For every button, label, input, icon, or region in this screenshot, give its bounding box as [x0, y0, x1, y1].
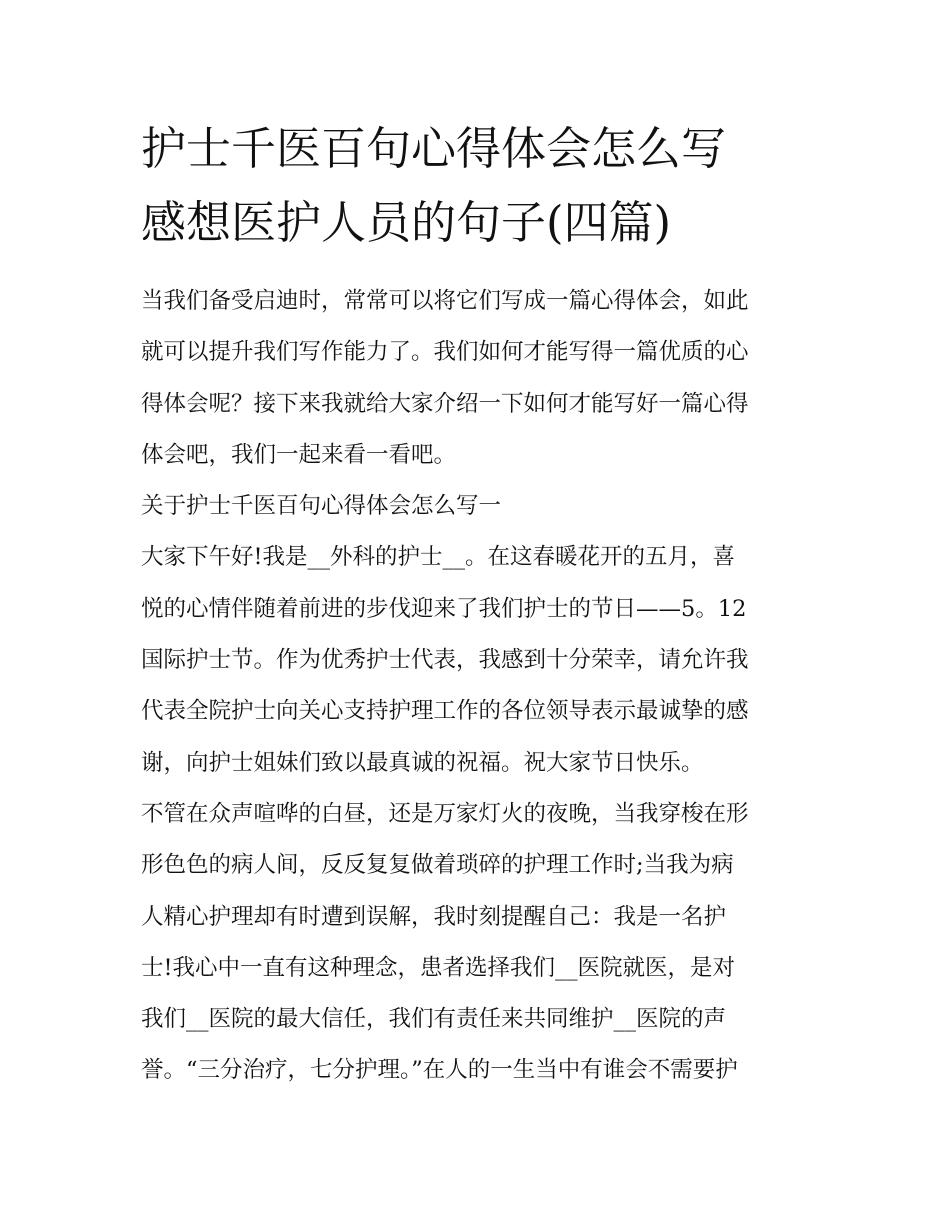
body-line: 誉。“三分治疗，七分护理。”在人的一生当中有谁会不需要护	[141, 1057, 738, 1084]
body-line: 士!我心中一直有这种理念，患者选择我们__医院就医，是对	[141, 954, 736, 981]
body-line: 我们__医院的最大信任，我们有责任来共同维护__医院的声	[141, 1006, 727, 1033]
body-line: 就可以提升我们写作能力了。我们如何才能写得一篇优质的心	[141, 339, 749, 366]
body-line: 悦的心情伴随着前进的步伐迎来了我们护士的节日——5。12	[141, 595, 747, 622]
body-line: 形色色的病人间，反反复复做着琐碎的护理工作时;当我为病	[141, 852, 734, 879]
document-title	[141, 112, 813, 260]
body-line: 得体会呢？接下来我就给大家介绍一下如何才能写好一篇心得	[141, 390, 749, 417]
title-line: 护士千医百句心得体会怎么写	[141, 122, 727, 175]
body-line: 当我们备受启迪时，常常可以将它们写成一篇心得体会，如此	[141, 288, 749, 314]
body-line: 国际护士节。作为优秀护士代表，我感到十分荣幸，请允许我	[141, 647, 749, 674]
document-body	[141, 276, 813, 1097]
body-line: 人精心护理却有时遭到误解，我时刻提醒自己：我是一名护	[141, 903, 727, 930]
body-line: 谢，向护士姐妹们致以最真诚的祝福。祝大家节日快乐。	[141, 749, 704, 776]
body-line: 大家下午好!我是__外科的护士__。在这春暖花开的五月，喜	[141, 544, 736, 571]
body-line: 不管在众声喧哗的白昼，还是万家灯火的夜晚，当我穿梭在形	[141, 800, 749, 827]
title-line: 感想医护人员的句子(四篇)	[141, 196, 672, 249]
body-line: 代表全院护士向关心支持护理工作的各位领导表示最诚挚的感	[141, 698, 749, 725]
body-line: 体会吧，我们一起来看一看吧。	[141, 441, 457, 468]
document-content	[141, 112, 813, 1097]
section-heading: 关于护士千医百句心得体会怎么写一	[141, 493, 502, 520]
